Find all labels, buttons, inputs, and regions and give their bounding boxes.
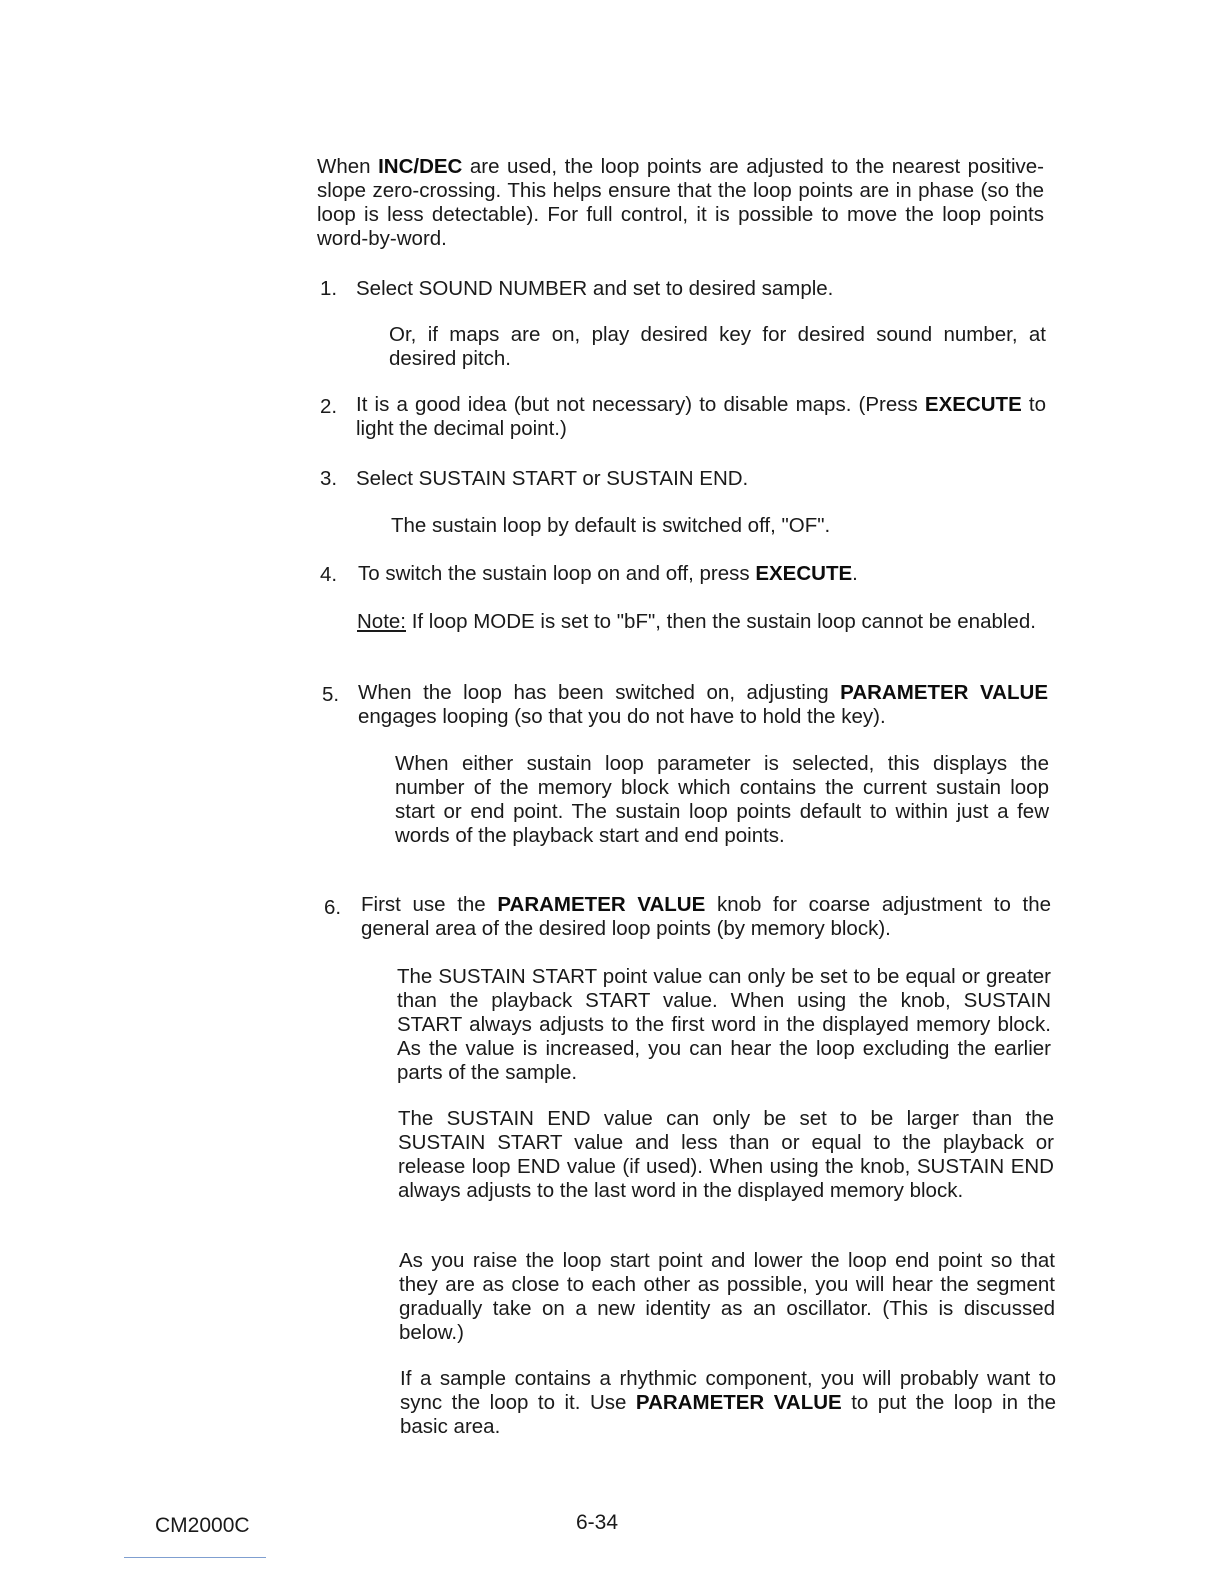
step-6-text: First use the PARAMETER VALUE knob for coarse adjustment to the general area of the desired loop points (by memory block). <box>361 893 1051 940</box>
step-number: 5. <box>322 683 340 706</box>
step-1-subtext: Or, if maps are on, play desired key for desired sound number, at desired pitch. <box>389 323 1046 370</box>
step-6-subtext-1: The SUSTAIN START point value can only be set to be equal or greater than the playback START value. When using the knob, SUSTAIN START always adjusts to the first word in the displayed memory block. As the value is increased, you can hear the loop excluding the earlier parts of the sample. <box>397 965 1051 1084</box>
note-label: Note: <box>357 610 406 633</box>
step-1-text: Select SOUND NUMBER and set to desired sample. <box>356 277 834 300</box>
step-5-text: When the loop has been switched on, adjusting PARAMETER VALUE engages looping (so that you do not have to hold the key). <box>358 681 1048 728</box>
parameter-value-keyword: PARAMETER VALUE <box>635 1391 842 1414</box>
parameter-value-keyword: PARAMETER VALUE <box>497 893 706 916</box>
step-6-subtext-3: As you raise the loop start point and lower the loop end point so that they are as close to each other as possible, you will hear the segment gradually take on a new identity as an oscillator. (This is discussed below.) <box>399 1249 1055 1344</box>
step-3-text: Select SUSTAIN START or SUSTAIN END. <box>356 467 749 490</box>
execute-keyword: EXECUTE <box>924 393 1022 416</box>
inc-dec-keyword: INC/DEC <box>378 155 463 178</box>
footer-divider <box>124 1557 266 1558</box>
step-number: 4. <box>320 563 338 586</box>
intro-paragraph: When INC/DEC are used, the loop points are adjusted to the nearest positive-slope zero-crossing. This helps ensure that the loop points are in phase (so the loop is less detectable). For full control, it is possible to move the loop points word-by-word. <box>317 155 1045 250</box>
step-number: 6. <box>324 896 342 919</box>
step-6-subtext-4: If a sample contains a rhythmic component, you will probably want to sync the loop to it. Use PARAMETER VALUE to put the loop in the basic area. <box>400 1367 1057 1438</box>
step-2-text: It is a good idea (but not necessary) to disable maps. (Press EXECUTE to light the decimal point.) <box>356 393 1046 440</box>
footer-page-number: 6-34 <box>576 1511 619 1534</box>
step-number: 3. <box>320 467 338 490</box>
step-number: 1. <box>320 277 338 300</box>
step-number: 2. <box>320 395 338 418</box>
step-6-subtext-2: The SUSTAIN END value can only be set to be larger than the SUSTAIN START value and less than or equal to the playback or release loop END value (if used). When using the knob, SUSTAIN END always adjusts to the last word in the displayed memory block. <box>398 1107 1054 1202</box>
footer-model-number: CM2000C <box>155 1514 250 1537</box>
execute-keyword: EXECUTE <box>755 562 853 585</box>
parameter-value-keyword: PARAMETER VALUE <box>840 681 1048 704</box>
step-4-text: To switch the sustain loop on and off, press EXECUTE. <box>358 562 858 585</box>
note-paragraph: Note: If loop MODE is set to "bF", then the sustain loop cannot be enabled. <box>357 610 1036 633</box>
step-3-subtext: The sustain loop by default is switched off, "OF". <box>391 514 831 537</box>
step-5-subtext: When either sustain loop parameter is selected, this displays the number of the memory block which contains the current sustain loop start or end point. The sustain loop points default to within just a few words of the playback start and end points. <box>395 752 1049 847</box>
